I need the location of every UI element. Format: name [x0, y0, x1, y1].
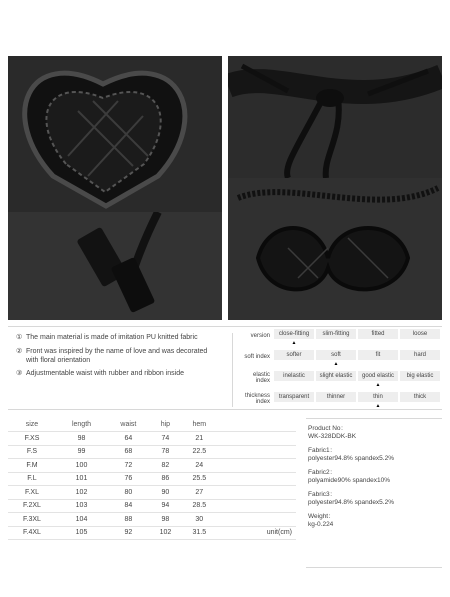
attribute-option: fitted — [358, 329, 398, 339]
attribute-grid — [240, 327, 442, 411]
cell-length: 101 — [56, 472, 107, 486]
photo-lace-back — [228, 178, 442, 320]
divider — [232, 333, 233, 407]
cell-hem: 25.5 — [181, 472, 217, 486]
feature-panel — [8, 326, 442, 410]
cell-waist: 72 — [107, 459, 150, 473]
attribute-option: good elastic — [358, 371, 398, 381]
cell-size: F.L — [8, 472, 56, 486]
cell-size: F.S — [8, 445, 56, 459]
photo-waist-tie — [228, 56, 442, 178]
fabric2-value: polyamide90% spandex10% — [308, 477, 391, 484]
attribute-option: slight elastic — [316, 371, 356, 381]
attribute-option: thick — [400, 392, 440, 402]
selected-marker: ▲ — [291, 340, 297, 346]
cell-hem: 22.5 — [181, 445, 217, 459]
feature-text: Adjustmentable waist with rubber and ribbon inside — [26, 370, 184, 377]
feature-item — [16, 347, 216, 365]
cell-size: F.3XL — [8, 513, 56, 527]
weight — [308, 513, 440, 529]
cell-waist: 92 — [107, 526, 150, 540]
table-row — [8, 526, 296, 540]
fabric3-value: polyester94.8% spandex5.2% — [308, 499, 395, 506]
attribute-label: thickness index — [244, 393, 270, 405]
cell-hip: 90 — [150, 486, 181, 500]
attribute-row-elastic — [240, 369, 442, 387]
cell-hip: 98 — [150, 513, 181, 527]
header-hip: hip — [150, 418, 181, 432]
cell-length: 98 — [56, 432, 107, 446]
cell-size: F.XS — [8, 432, 56, 446]
cell-blank — [218, 513, 296, 527]
attribute-option: hard — [400, 350, 440, 360]
cell-blank — [218, 486, 296, 500]
header-blank — [218, 418, 296, 432]
cell-hip: 82 — [150, 459, 181, 473]
attribute-option: slim-fitting — [316, 329, 356, 339]
attribute-option: transparent — [274, 392, 314, 402]
feature-text: The main material is made of imitation PU knitted fabric — [26, 334, 198, 341]
weight-value: kg-0.224 — [308, 521, 334, 528]
feature-item — [16, 369, 216, 378]
cell-size: F.M — [8, 459, 56, 473]
fabric2-label: Fabric2： — [308, 469, 337, 476]
selected-marker: ▲ — [375, 403, 381, 409]
table-row — [8, 459, 296, 473]
cell-hip: 102 — [150, 526, 181, 540]
cell-size: F.XL — [8, 486, 56, 500]
attribute-label: soft index — [244, 354, 270, 360]
fabric1-value: polyester94.8% spandex5.2% — [308, 455, 395, 462]
fabric3 — [308, 491, 440, 507]
header-length: length — [56, 418, 107, 432]
cell-hem: 30 — [181, 513, 217, 527]
attribute-option: thin — [358, 392, 398, 402]
cell-length: 104 — [56, 513, 107, 527]
feature-number: ③ — [16, 370, 23, 377]
cell-waist: 80 — [107, 486, 150, 500]
unit-label: unit(cm) — [218, 526, 296, 540]
table-row — [8, 486, 296, 500]
attribute-option: softer — [274, 350, 314, 360]
cell-blank — [218, 445, 296, 459]
cell-waist: 68 — [107, 445, 150, 459]
cell-blank — [218, 499, 296, 513]
feature-number: ② — [16, 348, 23, 355]
attribute-option: inelastic — [274, 371, 314, 381]
cell-hip: 78 — [150, 445, 181, 459]
fabric3-label: Fabric3： — [308, 491, 337, 498]
cell-hip: 94 — [150, 499, 181, 513]
photo-lace-heart — [8, 56, 222, 212]
cell-blank — [218, 459, 296, 473]
attribute-label: version — [250, 333, 270, 339]
product-number-value: WK-328DDK-BK — [308, 433, 357, 440]
header-waist: waist — [107, 418, 150, 432]
cell-hem: 21 — [181, 432, 217, 446]
size-chart — [8, 418, 296, 540]
attribute-option: big elastic — [400, 371, 440, 381]
cell-hip: 74 — [150, 432, 181, 446]
cell-length: 105 — [56, 526, 107, 540]
selected-marker: ▲ — [333, 361, 339, 367]
feature-number: ① — [16, 334, 23, 341]
product-info — [306, 418, 442, 568]
table-row — [8, 513, 296, 527]
attribute-option: fit — [358, 350, 398, 360]
cell-blank — [218, 472, 296, 486]
feature-list — [8, 327, 226, 411]
attribute-option: soft — [316, 350, 356, 360]
cell-waist: 88 — [107, 513, 150, 527]
table-row — [8, 499, 296, 513]
attribute-option: loose — [400, 329, 440, 339]
attribute-row-version — [240, 327, 442, 345]
feature-text: Front was inspired by the name of love and was decorated with floral orientation — [26, 348, 208, 364]
cell-hip: 86 — [150, 472, 181, 486]
fabric1 — [308, 447, 440, 463]
cell-length: 103 — [56, 499, 107, 513]
feature-item — [16, 333, 216, 342]
cell-length: 100 — [56, 459, 107, 473]
fabric1-label: Fabric1： — [308, 447, 337, 454]
table-row — [8, 472, 296, 486]
cell-hem: 27 — [181, 486, 217, 500]
product-number-label: Product No： — [308, 425, 348, 432]
selected-marker: ▲ — [375, 382, 381, 388]
photo-ribbon-end — [8, 212, 222, 320]
cell-size: F.2XL — [8, 499, 56, 513]
cell-length: 102 — [56, 486, 107, 500]
attribute-row-soft — [240, 348, 442, 366]
header-size: size — [8, 418, 56, 432]
size-table — [8, 418, 296, 540]
attribute-row-thickness — [240, 390, 442, 408]
cell-hem: 31.5 — [181, 526, 217, 540]
cell-waist: 84 — [107, 499, 150, 513]
cell-size: F.4XL — [8, 526, 56, 540]
fabric2 — [308, 469, 440, 485]
table-row — [8, 445, 296, 459]
weight-label: Weight： — [308, 513, 335, 520]
cell-blank — [218, 432, 296, 446]
attribute-option: thinner — [316, 392, 356, 402]
cell-waist: 64 — [107, 432, 150, 446]
cell-hem: 24 — [181, 459, 217, 473]
table-header-row — [8, 418, 296, 432]
table-row — [8, 432, 296, 446]
cell-waist: 76 — [107, 472, 150, 486]
header-hem: hem — [181, 418, 217, 432]
attribute-label: elastic index — [252, 372, 270, 384]
cell-length: 99 — [56, 445, 107, 459]
product-number — [308, 425, 440, 441]
attribute-option: close-fitting — [274, 329, 314, 339]
cell-hem: 28.5 — [181, 499, 217, 513]
